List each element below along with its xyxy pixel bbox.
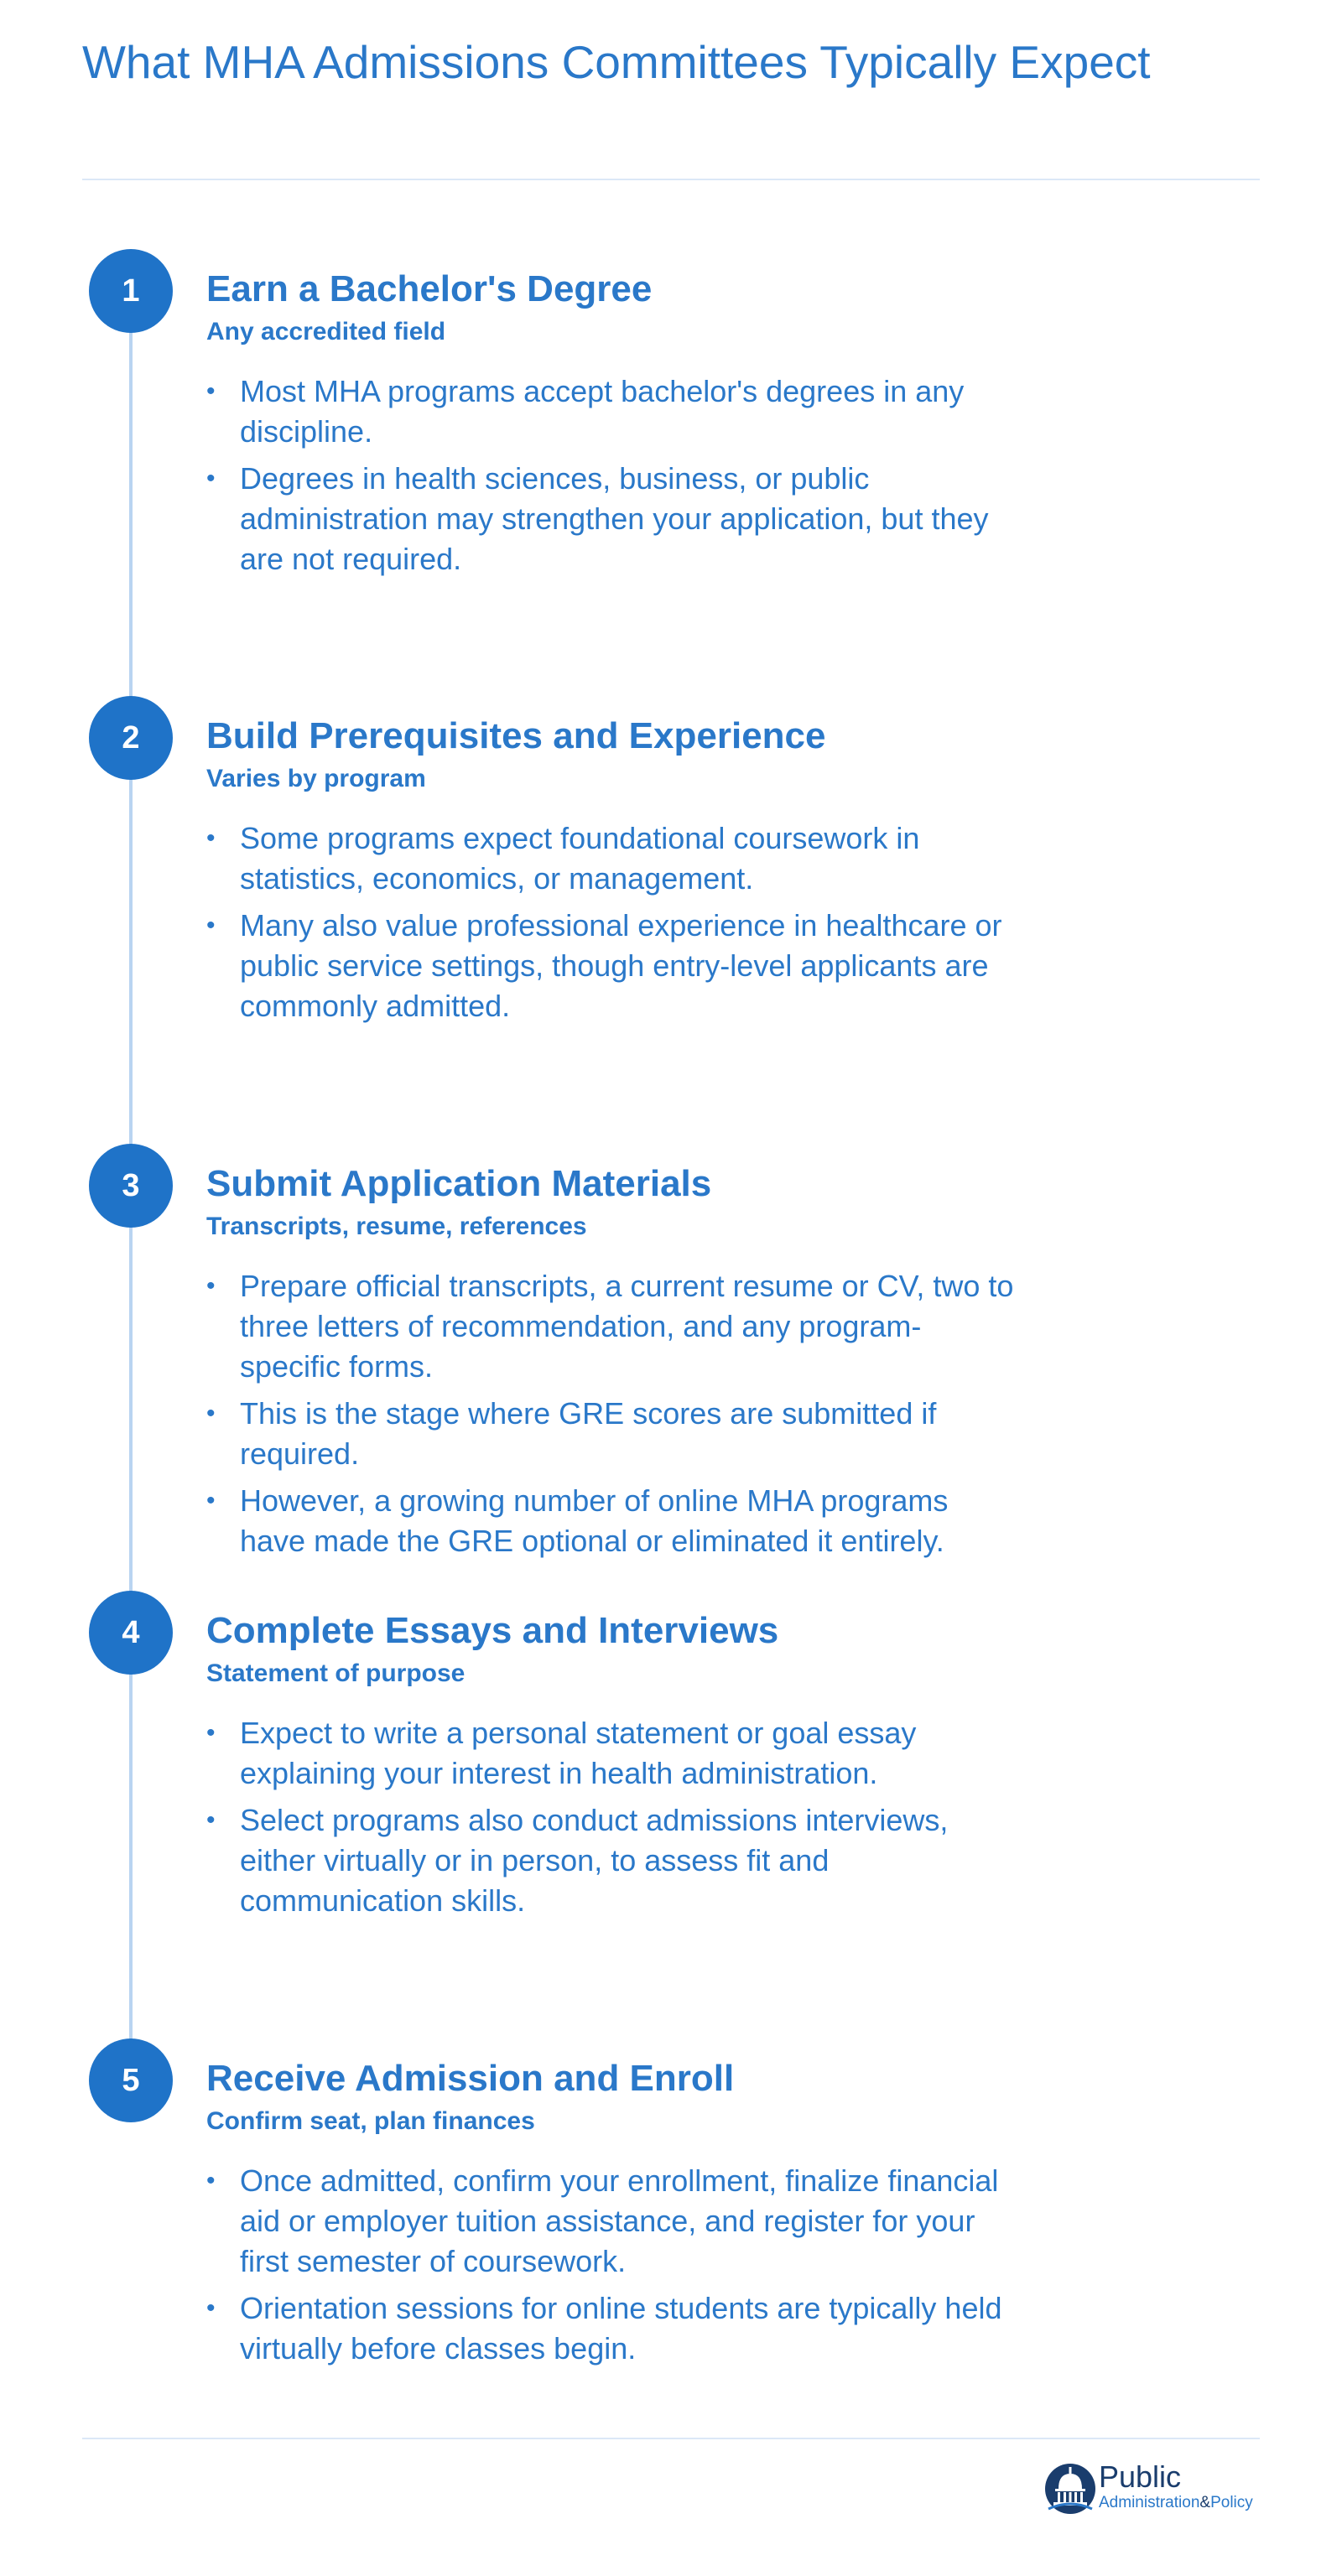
bullet-dot-icon: •: [206, 2167, 216, 2194]
step-title: Earn a Bachelor's Degree: [206, 268, 653, 309]
bullet-text: Orientation sessions for online students are typically held virtually before classes begin.: [240, 2291, 1002, 2366]
step-content: [206, 714, 1171, 1033]
step-number-badge: 4: [89, 1591, 173, 1675]
bullet-item: [206, 2288, 1171, 2369]
bullet-item: [206, 1713, 1171, 1794]
bullet-item: [206, 459, 1171, 579]
bullet-dot-icon: •: [206, 824, 216, 852]
bullet-text: Once admitted, confirm your enrollment, finalize financial aid or employer tuition assistance, and register for your first semester of coursework.: [240, 2163, 999, 2278]
step-subtitle: Varies by program: [206, 765, 426, 792]
bullet-dot-icon: •: [206, 1272, 216, 1300]
step-content: [206, 1609, 1171, 1928]
bullet-item: [206, 818, 1171, 899]
bullet-item: [206, 1394, 1171, 1474]
logo-wordmark-public: Public: [1099, 2459, 1182, 2494]
step-number-badge: 5: [89, 2038, 173, 2122]
bullet-item: [206, 2161, 1171, 2282]
bullet-item: [206, 1800, 1171, 1921]
step-bullet-list: [206, 371, 1171, 579]
bullet-dot-icon: •: [206, 1806, 216, 1834]
bullet-item: [206, 371, 1171, 452]
step-subtitle: Any accredited field: [206, 318, 446, 345]
step-number-badge: 3: [89, 1144, 173, 1228]
capitol-dome-icon: [1043, 2462, 1097, 2516]
step-title: Build Prerequisites and Experience: [206, 715, 826, 756]
bullet-text: Select programs also conduct admissions interviews, either virtually or in person, to assess fit and communication skills.: [240, 1803, 949, 1918]
bullet-text: Expect to write a personal statement or goal essay explaining your interest in health administration.: [240, 1716, 917, 1790]
site-logo[interactable]: [1043, 2460, 1260, 2519]
bullet-item: [206, 1481, 1171, 1561]
header-divider: [82, 179, 1260, 180]
step-bullet-list: [206, 2161, 1171, 2369]
step-title: Complete Essays and Interviews: [206, 1610, 779, 1651]
bullet-dot-icon: •: [206, 1487, 216, 1514]
logo-administration: Administration: [1099, 2494, 1200, 2511]
bullet-dot-icon: •: [206, 377, 216, 405]
bullet-text: However, a growing number of online MHA programs have made the GRE optional or eliminated it entirely.: [240, 1483, 949, 1558]
bullet-item: [206, 906, 1171, 1026]
bullet-text: Many also value professional experience in healthcare or public service settings, though entry-level applicants are commonly admitted.: [240, 908, 1002, 1023]
step-bullet-list: [206, 1266, 1171, 1561]
bullet-item: [206, 1266, 1171, 1387]
step-subtitle: Transcripts, resume, references: [206, 1213, 587, 1240]
page: [82, 0, 1260, 2576]
step-title: Submit Application Materials: [206, 1163, 712, 1204]
page-title: What MHA Admissions Committees Typically Expect: [82, 36, 1151, 88]
footer-divider: [82, 2438, 1260, 2439]
logo-wordmark-subtitle: [1099, 2494, 1253, 2512]
step-subtitle: Confirm seat, plan finances: [206, 2107, 535, 2135]
step-bullet-list: [206, 818, 1171, 1026]
bullet-dot-icon: •: [206, 1400, 216, 1427]
step-number-badge: 2: [89, 696, 173, 780]
step-content: [206, 2057, 1171, 2376]
bullet-text: Degrees in health sciences, business, or public administration may strengthen your application, but they are not required.: [240, 461, 989, 576]
step-title: Receive Admission and Enroll: [206, 2058, 735, 2099]
step-number-badge: 1: [89, 249, 173, 333]
bullet-dot-icon: •: [206, 465, 216, 492]
bullet-dot-icon: •: [206, 2294, 216, 2322]
step-subtitle: Statement of purpose: [206, 1659, 466, 1687]
bullet-text: Prepare official transcripts, a current resume or CV, two to three letters of recommendation, and any program-specific forms.: [240, 1269, 1014, 1384]
logo-ampersand: &: [1199, 2494, 1211, 2511]
bullet-dot-icon: •: [206, 911, 216, 939]
logo-policy: Policy: [1210, 2494, 1253, 2511]
bullet-text: Most MHA programs accept bachelor's degrees in any discipline.: [240, 374, 965, 449]
step-bullet-list: [206, 1713, 1171, 1921]
bullet-text: This is the stage where GRE scores are submitted if required.: [240, 1396, 937, 1471]
bullet-dot-icon: •: [206, 1719, 216, 1747]
step-content: [206, 1162, 1171, 1568]
step-content: [206, 267, 1171, 586]
bullet-text: Some programs expect foundational coursework in statistics, economics, or management.: [240, 821, 920, 896]
